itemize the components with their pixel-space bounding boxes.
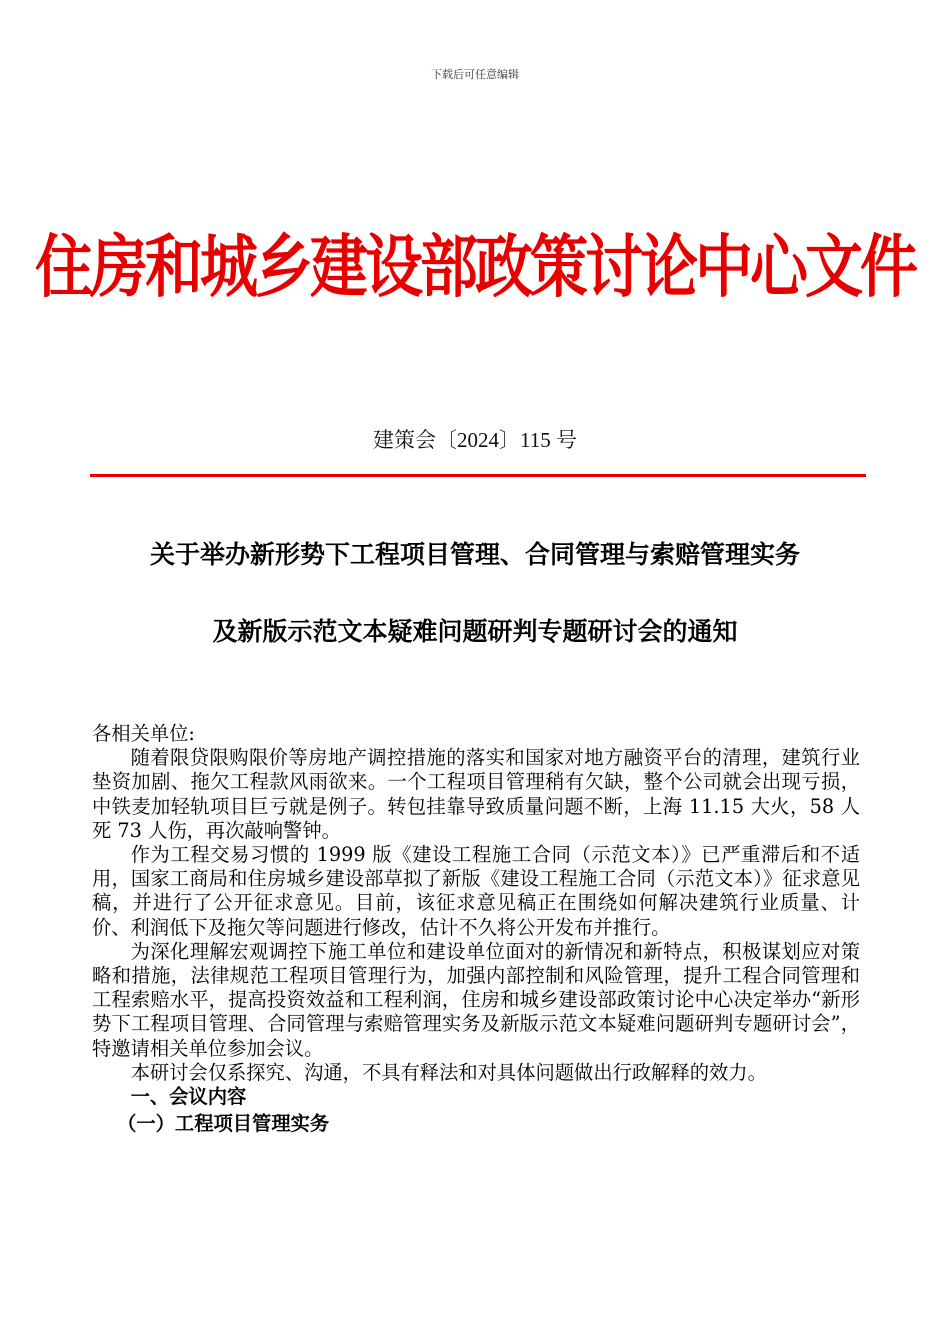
salutation: 各相关单位: [92, 722, 195, 745]
body-paragraph: 作为工程交易习惯的 1999 版《建设工程施工合同（示范文本）》已严重滞后和不适用，国家工商局和住房城乡建设部草拟了新版《建设工程施工合同（示范文本）》征求意见稿，并进行了公开征求意见。目前，该征求意见稿正在围绕如何解决建筑行业质量、计价、利润低下及拖欠等问题进行修改，估计不久将公开发布并推行。 [92, 843, 860, 939]
subsection-heading: （一）工程项目管理实务 [117, 1112, 330, 1136]
body-paragraph: 随着限贷限购限价等房地产调控措施的落实和国家对地方融资平台的清理，建筑行业垫资加剧、拖欠工程款风雨欲来。一个工程项目管理稍有欠缺，整个公司就会出现亏损，中铁麦加轻轨项目巨亏就是例子。转包挂靠导致质量问题不断，上海 11.15 大火，58 人死 73 人伤，再次敲响警钟。 [92, 746, 860, 842]
notice-title-line-1: 关于举办新形势下工程项目管理、合同管理与索赔管理实务 [149, 540, 800, 569]
body-paragraph: 为深化理解宏观调控下施工单位和建设单位面对的新情况和新特点，积极谋划应对策略和措施，法律规范工程项目管理行为，加强内部控制和风险管理，提升工程合同管理和工程索赔水平，提高投资效益和工程利润，住房和城乡建设部政策讨论中心决定举办“新形势下工程项目管理、合同管理与索赔管理实务及新版示范文本疑难问题研判专题研讨会”，特邀请相关单位参加会议。 [92, 939, 860, 1060]
red-divider [90, 474, 866, 477]
notice-title-line-2: 及新版示范文本疑难问题研判专题研讨会的通知 [212, 617, 738, 646]
body-paragraph: 本研讨会仅系探究、沟通，不具有释法和对具体问题做出行政解释的效力。 [130, 1060, 767, 1084]
issuer-title: 住房和城乡建设部政策讨论中心文件 [34, 226, 915, 308]
section-heading: 一、会议内容 [130, 1085, 247, 1109]
document-number: 建策会〔2024〕115 号 [373, 428, 577, 452]
notice-body [92, 722, 860, 1136]
header-note: 下载后可任意编辑 [431, 68, 519, 81]
